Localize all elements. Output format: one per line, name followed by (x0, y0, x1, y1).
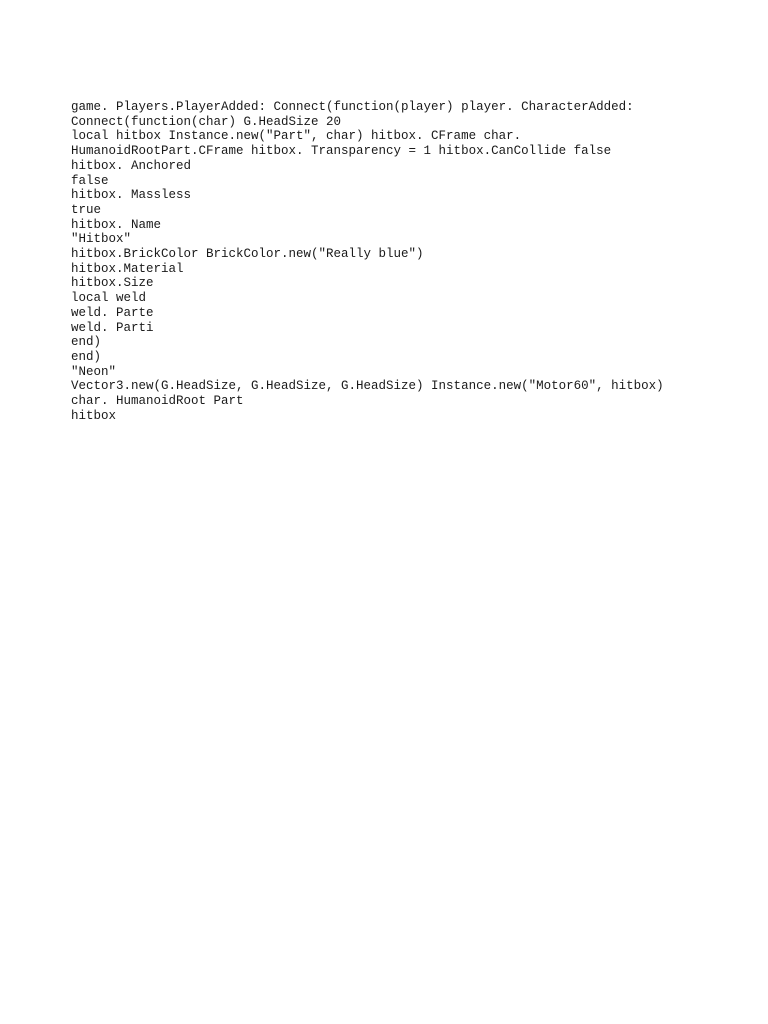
code-line-19: "Neon" (71, 364, 117, 379)
code-line-12: hitbox.Material (71, 261, 184, 276)
code-line-17: end) (71, 335, 102, 350)
code-line-5: hitbox. Anchored (71, 158, 192, 173)
code-line-2: Connect(function(char) G.HeadSize 20 (71, 114, 342, 129)
code-line-7: hitbox. Massless (71, 188, 192, 203)
code-line-16: weld. Parti (71, 320, 154, 335)
code-line-15: weld. Parte (71, 305, 154, 320)
code-line-18: end) (71, 349, 102, 364)
code-line-13: hitbox.Size (71, 276, 154, 291)
code-line-20: Vector3.new(G.HeadSize, G.HeadSize, G.HeadSize) Instance.new("Motor60", hitbox) (71, 379, 664, 394)
code-line-3: local hitbox Instance.new("Part", char) hitbox. CFrame char. (71, 129, 522, 144)
code-line-14: local weld (71, 291, 147, 306)
code-line-8: true (71, 202, 102, 217)
code-line-11: hitbox.BrickColor BrickColor.new("Really blue") (71, 247, 424, 262)
code-text-block (71, 100, 751, 423)
code-line-10: "Hitbox" (71, 232, 132, 247)
code-line-22: hitbox (71, 408, 117, 423)
code-line-6: false (71, 173, 109, 188)
code-line-9: hitbox. Name (71, 217, 162, 232)
code-line-4: HumanoidRootPart.CFrame hitbox. Transparency = 1 hitbox.CanCollide false (71, 144, 612, 159)
code-line-1: game. Players.PlayerAdded: Connect(function(player) player. CharacterAdded: (71, 100, 634, 114)
code-line-21: char. HumanoidRoot Part (71, 394, 244, 409)
